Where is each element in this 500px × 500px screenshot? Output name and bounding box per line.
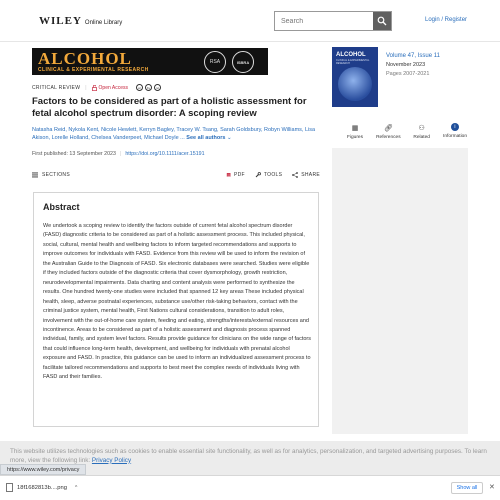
abstract-heading: Abstract	[43, 202, 80, 212]
tab-figures[interactable]	[340, 123, 370, 140]
author-names[interactable]: Natasha Reid, Nykola Kent, Nicole Hewlett, Kerryn Bagley, Tracey W. Tsang, Sarah Goldsbury, Robyn Williams, Lisa Akison, Lorelle Holland, Chelsea Vanderpeet, Michael Doyle ...	[32, 127, 316, 141]
file-icon	[6, 483, 13, 492]
search-icon	[377, 16, 387, 26]
isbra-emblem-icon: ISBRA	[232, 51, 254, 73]
cover-title: ALCOHOL	[336, 52, 366, 58]
abstract-section	[33, 192, 319, 427]
download-file-name: 18f1682813b....png	[17, 484, 67, 491]
article-toolbar	[32, 172, 320, 184]
publication-info	[32, 151, 205, 157]
sections-label: SECTIONS	[42, 172, 70, 178]
abstract-text: We undertook a scoping review to identify the factors outside of current fetal alcohol spectrum disorder (FASD) diagnostic criteria to be considered as part of a holistic assessment process. This included physical, social, cultural, mental health and wellbeing factors to inform targeted recommendations and supports to improve outcomes for individuals with FASD. Evidence from this review will be used to inform the revision of the Australian Guide to the Diagnosis of FASD. Six electronic databases were searched. Studies were eligible if they included factors outside of the diagnostic criteria that cover dysmorphology, growth restriction, neurodevelopmental impairments. Data charting and content analysis were performed to synthesize the results. One hundred twenty-one studies were included that spanned 12 key areas These included physical health, sleep, adverse postnatal experiences, substance use/other risk-taking behaviors, contact with the criminal justice system, mental health, First Nations cultural considerations, transition to adult roles, involvement with the out-of-home care system, feeding and eating, strengths/interests/external resources and incontinence. Areas to be considered as part of a holistic assessment and diagnosis process spanned individual, family, and system level factors. Results provide guidance for clinicians on the wide range of factors that could influence long-term health, development, and wellbeing for individuals with prenatal alcohol exposure and FASD. In practice, this guidance can be used to inform an individualized assessment process to facilitate tailored recommendations and supports to best meet the complex needs of individuals living with FASD and their families.	[43, 223, 312, 381]
site-header	[0, 0, 500, 42]
chevron-down-icon: ⌄	[226, 134, 232, 141]
journal-cover[interactable]	[332, 47, 378, 107]
tab-label: References	[376, 135, 401, 140]
pdf-button[interactable]	[226, 172, 244, 178]
tab-information[interactable]	[440, 123, 470, 140]
divider: |	[85, 84, 87, 91]
cc-by-icon: by	[146, 85, 151, 90]
issue-pages: Pages 2007-2021	[386, 71, 430, 77]
search-input[interactable]	[275, 12, 373, 30]
tab-label: Information	[442, 134, 467, 139]
login-register-link[interactable]: Login / Register	[425, 17, 468, 23]
sidebar-tabs	[340, 123, 470, 140]
rsa-emblem-icon: RSA	[204, 51, 226, 73]
logo-main-text: WILEY	[39, 15, 82, 27]
share-label: SHARE	[301, 172, 320, 178]
share-icon	[292, 172, 298, 178]
search-box	[274, 11, 392, 31]
tab-label: Related	[413, 135, 430, 140]
cc-nc-icon: nc	[155, 85, 160, 90]
tab-references[interactable]	[373, 123, 403, 140]
wiley-logo[interactable]	[39, 15, 122, 27]
logo-sub-text: Online Library	[84, 20, 123, 26]
pdf-label: PDF	[234, 172, 245, 178]
see-all-authors-link[interactable]: See all authors	[186, 134, 226, 141]
toolbar-actions	[226, 172, 320, 178]
open-access-label: Open Access	[98, 84, 128, 91]
cc-icon: cc	[138, 85, 141, 90]
author-list[interactable]	[32, 127, 317, 143]
issue-volume-link[interactable]: Volume 47, Issue 11	[386, 53, 440, 59]
journal-banner-subtitle: CLINICAL & EXPERIMENTAL RESEARCH	[38, 67, 149, 73]
article-title: Factors to be considered as part of a holistic assessment for fetal alcohol spectrum disorder: A scoping review	[32, 96, 307, 120]
tab-related[interactable]	[407, 123, 437, 140]
journal-banner[interactable]	[32, 48, 268, 75]
sections-button[interactable]	[32, 172, 70, 178]
download-item[interactable]	[6, 483, 77, 492]
tab-label: Figures	[347, 135, 363, 140]
article-type: CRITICAL REVIEW	[32, 84, 81, 91]
share-button[interactable]	[292, 172, 320, 178]
status-bar-url: https://www.wiley.com/privacy	[0, 464, 86, 475]
tools-button[interactable]	[255, 172, 282, 178]
list-icon	[32, 172, 38, 178]
open-lock-icon	[92, 85, 97, 91]
article-meta-row	[32, 84, 161, 91]
tools-label: TOOLS	[263, 172, 283, 178]
doi-link[interactable]: https://doi.org/10.1111/acer.15191	[125, 151, 205, 157]
info-icon: i	[451, 123, 459, 131]
downloads-bar	[0, 475, 500, 500]
license-icons[interactable]	[136, 84, 161, 91]
issue-date: November 2023	[386, 62, 426, 68]
privacy-policy-link[interactable]: Privacy Policy	[91, 456, 132, 464]
cookie-text: This website utilizes technologies such as cookies to enable essential site functionality, as well as for analytics, personalization, and targeted advertising purposes. To learn more, view the following link:	[10, 448, 487, 464]
search-button[interactable]	[373, 12, 391, 30]
pdf-icon: ▤	[226, 172, 231, 177]
show-all-button[interactable]: Show all	[451, 482, 483, 494]
cover-subtitle: CLINICAL & EXPERIMENTAL RESEARCH	[336, 59, 370, 65]
link-icon: 🔗︎	[383, 124, 393, 132]
cover-image	[338, 67, 372, 101]
related-icon: ⚇	[418, 124, 425, 132]
journal-banner-title: ALCOHOL	[38, 49, 132, 68]
information-panel	[332, 148, 468, 434]
wrench-icon	[255, 172, 261, 178]
divider: |	[119, 151, 122, 157]
close-icon[interactable]: ✕	[489, 484, 495, 491]
figures-icon: ▦	[351, 124, 359, 132]
open-access-badge	[92, 85, 128, 91]
first-published: First published: 13 September 2023	[32, 151, 116, 157]
chevron-up-icon[interactable]: ^	[74, 484, 78, 491]
